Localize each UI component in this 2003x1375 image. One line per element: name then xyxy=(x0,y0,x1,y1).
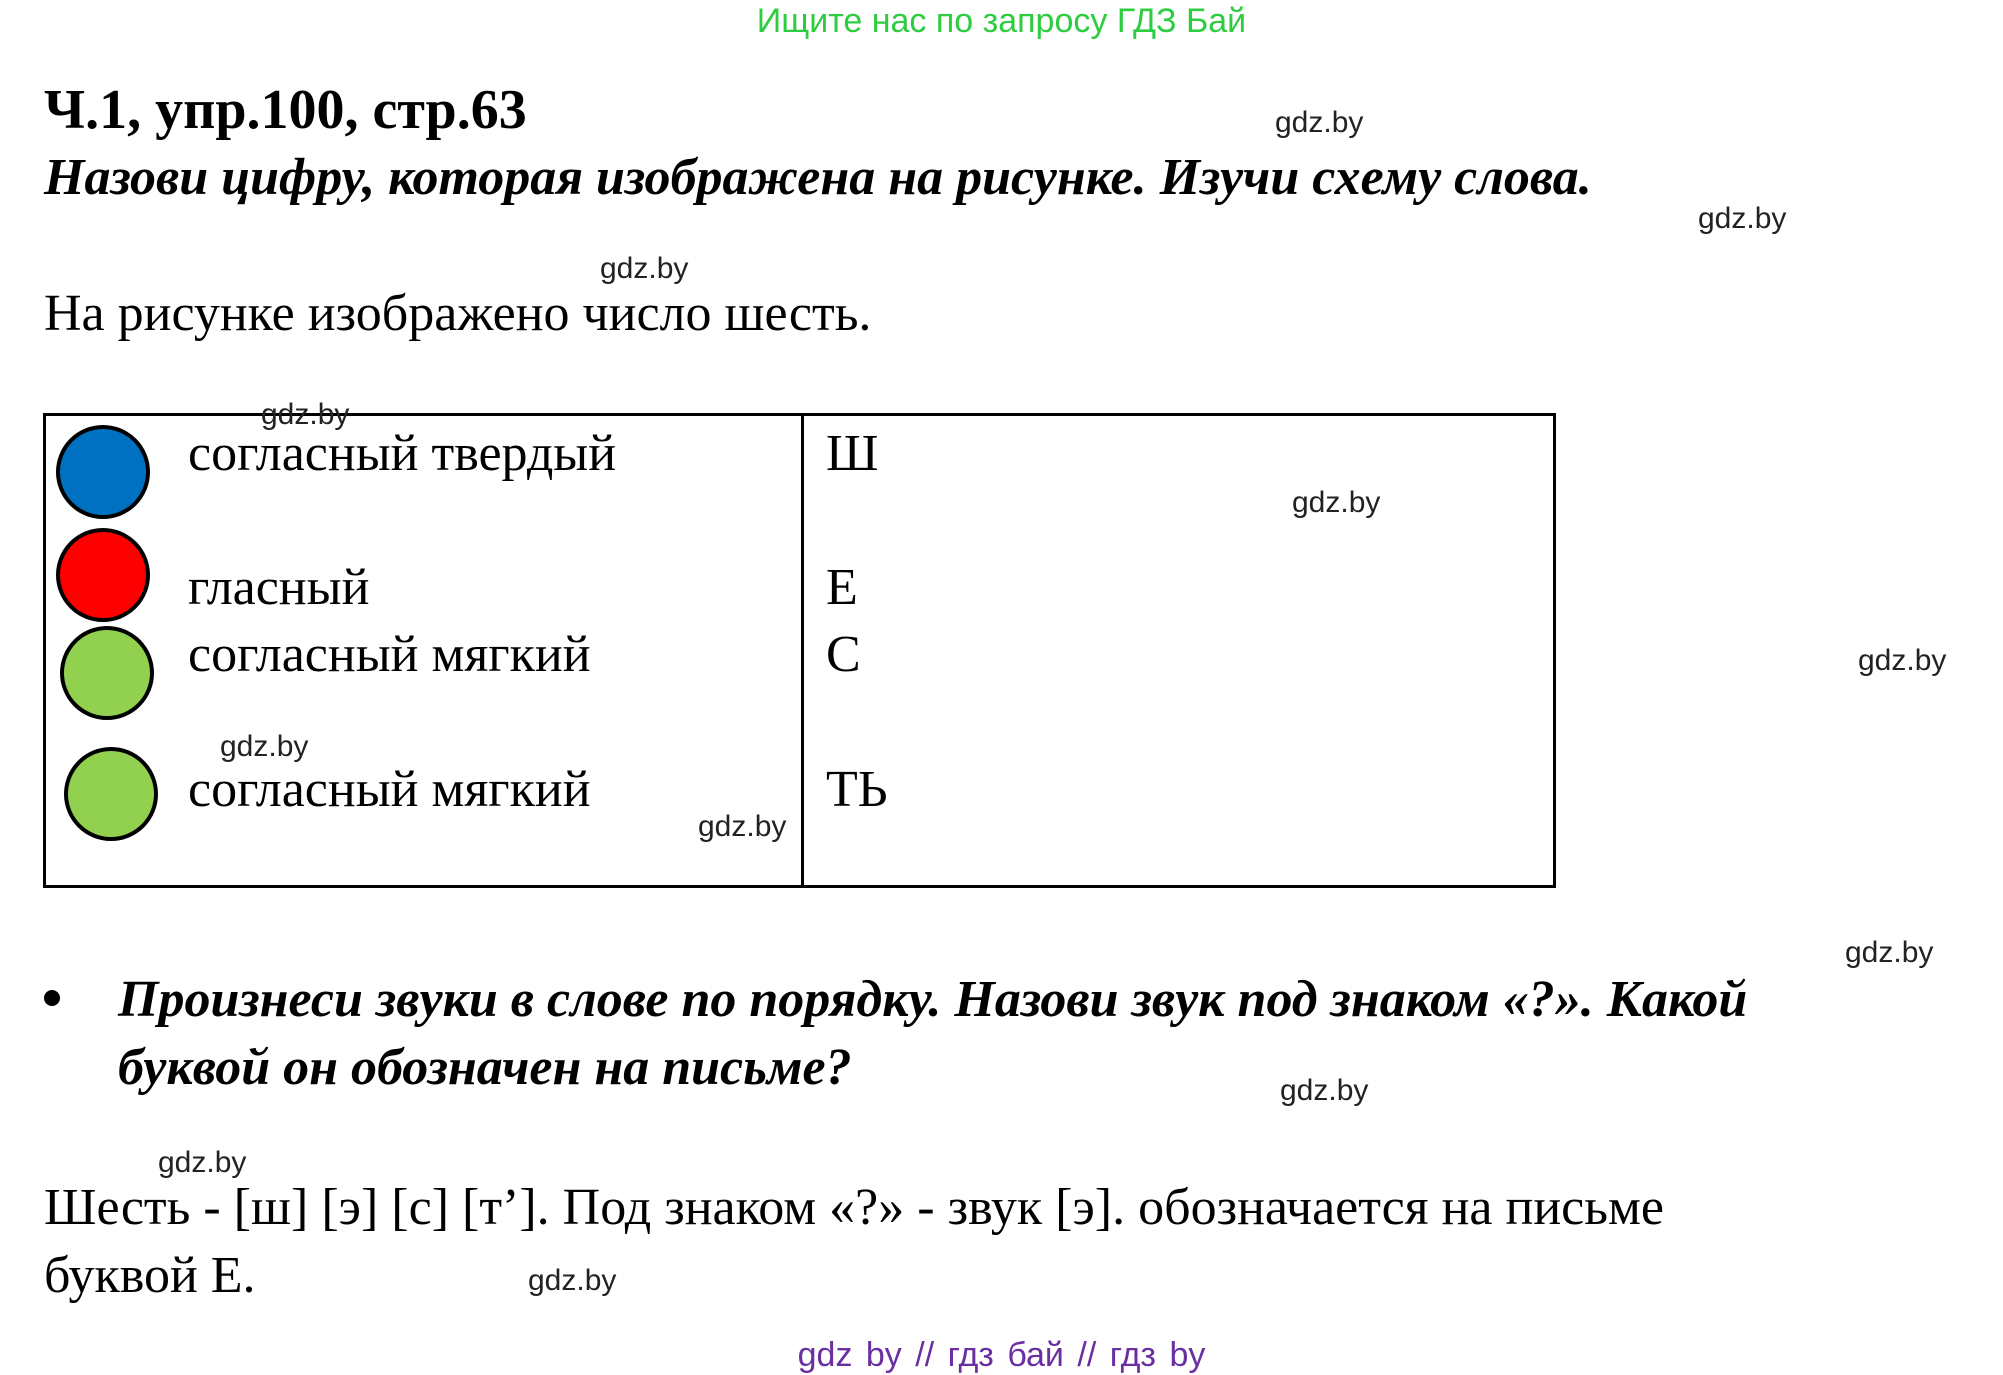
top-banner: Ищите нас по запросу ГДЗ Бай xyxy=(756,2,1247,40)
watermark: gdz.by xyxy=(158,1146,247,1179)
watermark: gdz.by xyxy=(528,1264,617,1297)
task-1-text: Назови цифру, которая изображена на рисунке. Изучи схему слова. xyxy=(44,149,1592,206)
page-title: Ч.1, упр.100, стр.63 xyxy=(44,79,527,141)
watermark: gdz.by xyxy=(1292,486,1381,519)
bottom-banner: gdz by // гдз бай // гдз by xyxy=(797,1336,1206,1374)
watermark: gdz.by xyxy=(600,252,689,285)
vowel-circle xyxy=(56,528,150,622)
scheme-row-3-label: согласный мягкий xyxy=(188,626,591,683)
scheme-row-4-label: согласный мягкий xyxy=(188,761,591,818)
watermark: gdz.by xyxy=(1698,202,1787,235)
task-2-line-1: Произнеси звуки в слове по порядку. Назови звук под знаком «?». Какой xyxy=(118,971,1748,1028)
watermark: gdz.by xyxy=(1275,106,1364,139)
consonant-soft-circle xyxy=(64,747,158,841)
consonant-soft-circle xyxy=(60,626,154,720)
watermark: gdz.by xyxy=(261,398,350,431)
scheme-row-2-letter: Е xyxy=(826,559,858,616)
answer-2-line-2: буквой Е. xyxy=(44,1247,256,1304)
scheme-row-1-label: согласный твердый xyxy=(188,425,617,482)
word-scheme-table xyxy=(43,413,1556,888)
scheme-row-4-letter: ТЬ xyxy=(826,761,888,818)
watermark: gdz.by xyxy=(1858,644,1947,677)
watermark: gdz.by xyxy=(220,730,309,763)
watermark: gdz.by xyxy=(1280,1074,1369,1107)
scheme-row-2-label: гласный xyxy=(188,559,370,616)
answer-2-line-1: Шесть - [ш] [э] [с] [т’]. Под знаком «?» - звук [э]. обозначается на письме xyxy=(44,1179,1664,1236)
consonant-hard-circle xyxy=(56,425,150,519)
answer-1-text: На рисунке изображено число шесть. xyxy=(44,285,872,342)
task-2-line-2: буквой он обозначен на письме? xyxy=(118,1039,852,1096)
scheme-row-1-letter: Ш xyxy=(826,425,879,482)
bullet-icon xyxy=(44,990,60,1006)
watermark: gdz.by xyxy=(1845,936,1934,969)
scheme-row-3-letter: С xyxy=(826,626,861,683)
scheme-divider xyxy=(801,416,804,885)
watermark: gdz.by xyxy=(698,810,787,843)
